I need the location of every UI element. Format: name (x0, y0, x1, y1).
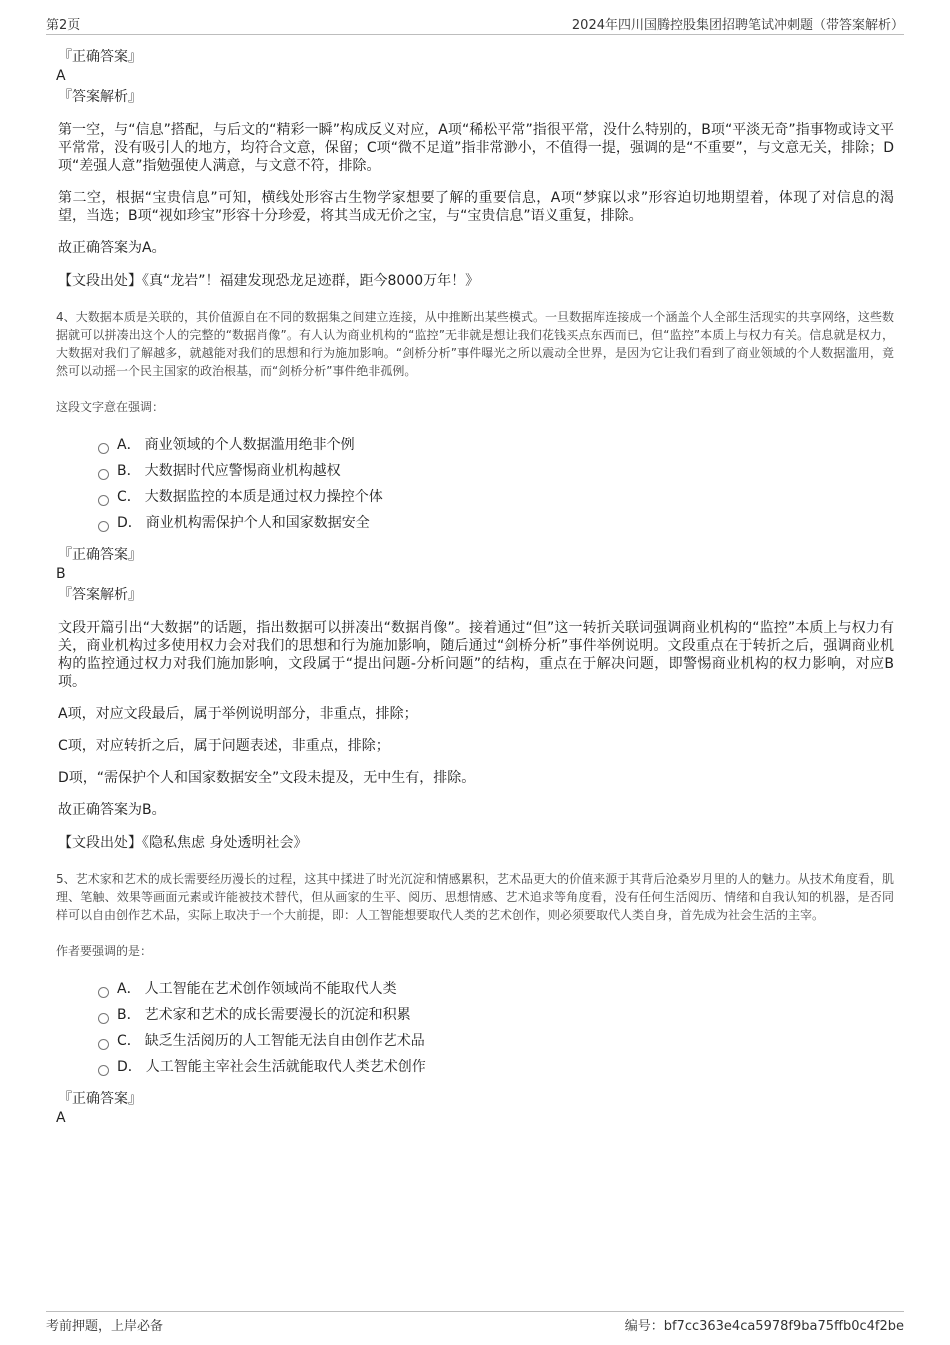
radio-icon[interactable] (98, 1039, 109, 1050)
page-number: 第2页 (46, 18, 81, 33)
question-4-prompt: 这段文字意在强调： (56, 400, 165, 414)
option-letter: D． (117, 1058, 142, 1075)
question-4-text: 4、大数据本质是关联的，其价值源自在不同的数据集之间建立连接，从中推断出某些模式。一旦数据库连接成一个涵盖个人全部生活现实的共享网络，这些数据就可以拼凑出这个人的完整的“数据肖像”。有人认为商业机构的“监控”无非就是想让我们花钱买点东西而已，但“监控”本质上与权力有关。信息就是权力，大数据对我们了解越多，就越能对我们的思想和行为施加影响。“剑桥分析”事件曝光之所以震动全世界，是因为它让我们看到了商业领域的个人数据滥用，竟然可以动摇一个民主国家的政治根基，而“剑桥分析”事件绝非孤例。 (56, 310, 894, 378)
option-letter: A． (117, 980, 141, 997)
option-letter: C． (117, 488, 141, 505)
page-header (46, 12, 904, 35)
analysis-paragraph: 文段开篇引出“大数据”的话题，指出数据可以拼凑出“数据肖像”。接着通过“但”这一转折关联词强调商业机构的“监控”本质上与权力有关，商业机构过多使用权力会对我们的思想和行为施加影响，随后通过“剑桥分析”事件举例说明。文段重点在于转折之后，强调商业机构的监控通过权力对我们施加影响，文段属于“提出问题-分析问题”的结构，重点在于解决问题，即警惕商业机构的权力影响，对应B项。 (58, 620, 894, 690)
option-c[interactable] (98, 484, 894, 510)
option-text: 商业机构需保护个人和国家数据安全 (145, 514, 370, 531)
option-letter: B． (117, 1006, 141, 1023)
question-4-options (98, 432, 894, 536)
option-letter: C． (117, 1032, 141, 1049)
option-text: 人工智能在艺术创作领域尚不能取代人类 (144, 980, 397, 997)
analysis-paragraph: 第二空，根据“宝贵信息”可知，横线处形容古生物学家想要了解的重要信息，A项“梦寐以求”形容迫切地期望着，体现了对信息的渴望，当选；B项“视如珍宝”形容十分珍爱，将其当成无价之宝，与“宝贵信息”语义重复，排除。 (58, 190, 894, 224)
analysis-paragraph: 第一空，与“信息”搭配，与后文的“精彩一瞬”构成反义对应，A项“稀松平常”指很平常，没什么特别的，B项“平淡无奇”指事物或诗文平平常常，没有吸引人的地方，均符合文意，保留；C项“微不足道”指非常渺小，不值得一提，强调的是“不重要”，与文意无关，排除；D项“差强人意”指勉强使人满意，与文意不符，排除。 (58, 122, 894, 174)
option-c[interactable] (98, 1028, 894, 1054)
option-b[interactable] (98, 458, 894, 484)
radio-icon[interactable] (98, 443, 109, 454)
correct-answer-label: 『正确答案』 (58, 547, 142, 563)
correct-answer-value: A (56, 68, 66, 84)
radio-icon[interactable] (98, 1065, 109, 1076)
correct-answer-label: 『正确答案』 (58, 49, 142, 65)
option-letter: D． (117, 514, 142, 531)
option-text: 大数据时代应警惕商业机构越权 (144, 462, 341, 479)
question-5-options (98, 976, 894, 1080)
source-citation: 【文段出处】《真“龙岩”！福建发现恐龙足迹群，距今8000万年！》 (58, 273, 480, 289)
option-b[interactable] (98, 1002, 894, 1028)
option-a[interactable] (98, 432, 894, 458)
option-a[interactable] (98, 976, 894, 1002)
analysis-conclusion: 故正确答案为B。 (58, 802, 166, 818)
analysis-label: 『答案解析』 (58, 89, 142, 105)
page-footer (46, 1311, 904, 1334)
page-content (56, 48, 894, 1130)
analysis-paragraph: A项，对应文段最后，属于举例说明部分，非重点，排除； (58, 706, 418, 722)
option-text: 艺术家和艺术的成长需要漫长的沉淀和积累 (144, 1006, 411, 1023)
document-title: 2024年四川国腾控股集团招聘笔试冲刺题（带答案解析） (571, 18, 904, 33)
option-text: 商业领域的个人数据滥用绝非个例 (144, 436, 355, 453)
footer-slogan: 考前押题，上岸必备 (46, 1319, 164, 1334)
document-code: 编号：bf7cc363e4ca5978f9ba75ffb0c4f2be (624, 1319, 904, 1334)
radio-icon[interactable] (98, 521, 109, 532)
option-d[interactable] (98, 510, 894, 536)
radio-icon[interactable] (98, 987, 109, 998)
radio-icon[interactable] (98, 469, 109, 480)
analysis-label: 『答案解析』 (58, 587, 142, 603)
option-text: 大数据监控的本质是通过权力操控个体 (144, 488, 383, 505)
option-d[interactable] (98, 1054, 894, 1080)
radio-icon[interactable] (98, 495, 109, 506)
analysis-paragraph: C项，对应转折之后，属于问题表述，非重点，排除； (58, 738, 390, 754)
source-citation: 【文段出处】《隐私焦虑 身处透明社会》 (58, 835, 308, 851)
question-5-text: 5、艺术家和艺术的成长需要经历漫长的过程，这其中揉进了时光沉淀和情感累积，艺术品更大的价值来源于其背后沧桑岁月里的人的魅力。从技术角度看，肌理、笔触、效果等画面元素或许能被技术替代，但从画家的生平、阅历、思想情感、艺术追求等角度看，没有任何生活阅历、情绪和自我认知的机器，是否同样可以自由创作艺术品，实际上取决于一个大前提，即：人工智能想要取代人类的艺术创作，则必须要取代人类自身，首先成为社会生活的主宰。 (56, 872, 894, 922)
option-letter: B． (117, 462, 141, 479)
correct-answer-label: 『正确答案』 (58, 1091, 142, 1107)
analysis-paragraph: D项，“需保护个人和国家数据安全”文段未提及，无中生有，排除。 (58, 770, 476, 786)
option-text: 缺乏生活阅历的人工智能无法自由创作艺术品 (144, 1032, 425, 1049)
option-letter: A． (117, 436, 141, 453)
question-5-prompt: 作者要强调的是： (56, 944, 153, 958)
correct-answer-value: A (56, 1110, 66, 1126)
analysis-conclusion: 故正确答案为A。 (58, 240, 166, 256)
correct-answer-value: B (56, 566, 66, 582)
option-text: 人工智能主宰社会生活就能取代人类艺术创作 (145, 1058, 426, 1075)
radio-icon[interactable] (98, 1013, 109, 1024)
